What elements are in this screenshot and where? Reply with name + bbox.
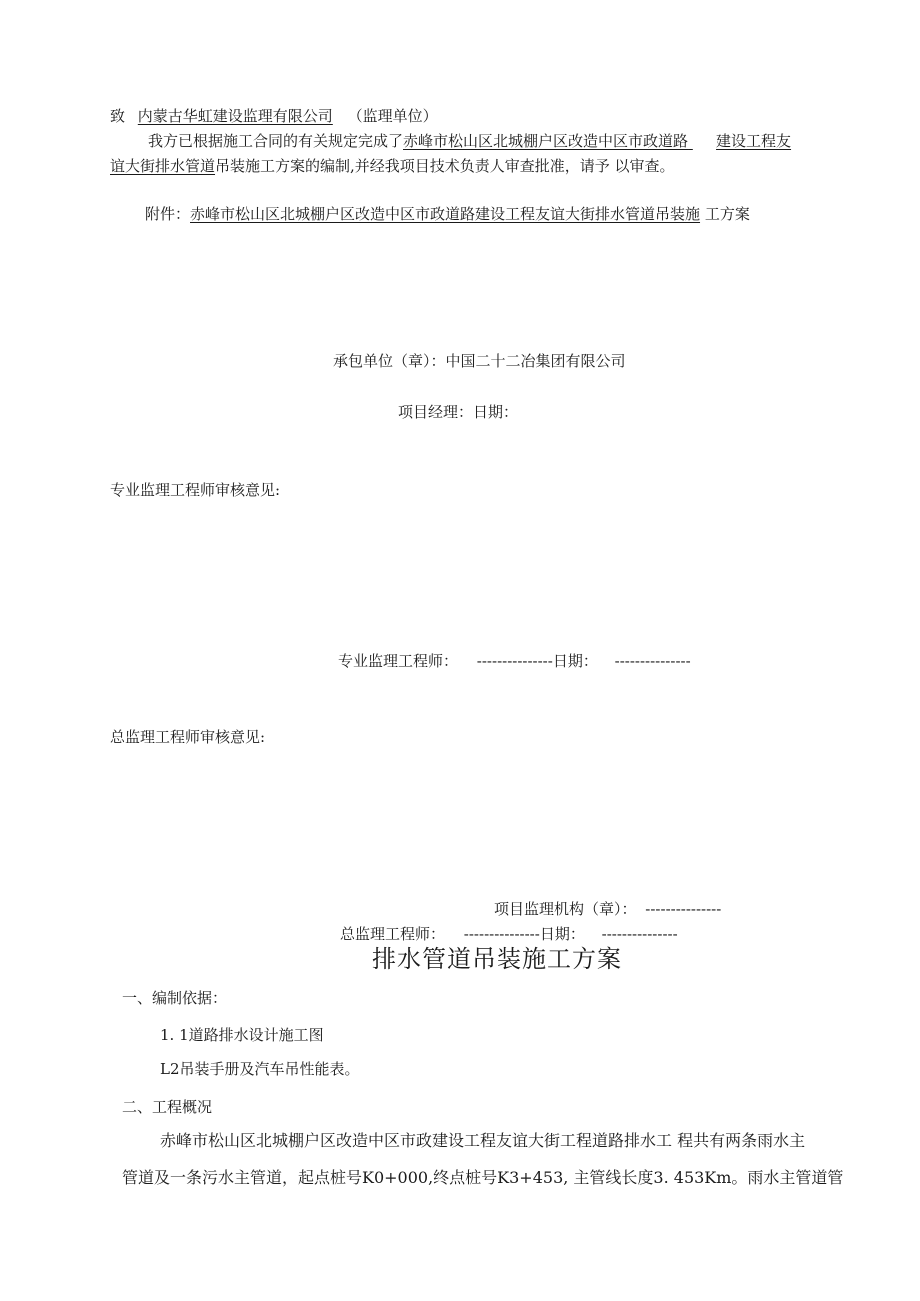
section-heading-basis: 一、编制依据： [122, 989, 228, 1007]
chief-sign-blank: --------------- [463, 925, 540, 943]
specialist-sign-line [338, 651, 691, 671]
chief-sign-label: 总监理工程师： [340, 925, 446, 943]
chief-opinion-label: 总监理工程师审核意见: [110, 728, 266, 746]
attachment-line [145, 204, 750, 224]
plan-title: 排水管道吊装施工方案 [372, 945, 622, 973]
specialist-sign-blank: --------------- [476, 652, 553, 670]
list-item-design-drawings: 1. 1道路排水设计施工图 [160, 1026, 324, 1044]
project-name-part1: 赤峰市松山区北城棚户区改造中区市政道路 [403, 132, 689, 150]
specialist-date-label: 日期： [552, 652, 598, 670]
project-name-part2: 建设工程友 [716, 132, 792, 150]
attachment-name: 赤峰市松山区北城棚户区改造中区市政道路建设工程友谊大街排水管道吊装施 [190, 205, 701, 223]
specialist-opinion-label: 专业监理工程师审核意见: [110, 481, 281, 499]
overview-para-line1: 赤峰市松山区北城棚户区改造中区市政建设工程友谊大街工程道路排水工 程共有两条雨水主 [160, 1131, 806, 1150]
para1-line2 [110, 156, 675, 176]
supervisor-role: （监理单位） [347, 107, 438, 125]
list-item-hoisting-manual: L2吊装手册及汽车吊性能表。 [160, 1060, 360, 1078]
pm-date-line: 项目经理：日期： [398, 403, 519, 421]
specialist-sign-label: 专业监理工程师： [338, 652, 459, 670]
para1-suffix: 吊装施工方案的编制,并经我项目技术负责人审查批准，请予 以审查。 [215, 157, 675, 175]
para1-line1 [148, 131, 791, 151]
underline-gap [688, 131, 716, 151]
supervisor-company: 内蒙古华虹建设监理有限公司 [137, 107, 333, 125]
chief-date-blank: --------------- [601, 925, 678, 943]
project-name-part3: 谊大街排水管道 [110, 157, 216, 175]
attachment-label: 附件： [145, 205, 191, 223]
to-prefix: 致 [110, 107, 126, 125]
org-stamp-label: 项目监理机构（章）： [494, 900, 637, 918]
attachment-suffix: 工方案 [704, 205, 750, 223]
chief-sign-line [340, 924, 678, 944]
org-stamp-blank: --------------- [645, 900, 722, 918]
section-heading-overview: 二、工程概况 [122, 1098, 213, 1116]
org-stamp-line [494, 899, 721, 919]
overview-para-line2: 管道及一条污水主管道，起点桩号K0+000,终点桩号K3+453, 主管线长度3. 453Km。雨水主管道管 [122, 1168, 844, 1187]
para1-prefix: 我方已根据施工合同的有关规定完成了 [148, 132, 404, 150]
contractor-line: 承包单位（章）：中国二十二冶集团有限公司 [333, 352, 626, 370]
specialist-date-blank: --------------- [614, 652, 691, 670]
chief-date-label: 日期： [539, 925, 585, 943]
addressee-line [110, 106, 438, 126]
